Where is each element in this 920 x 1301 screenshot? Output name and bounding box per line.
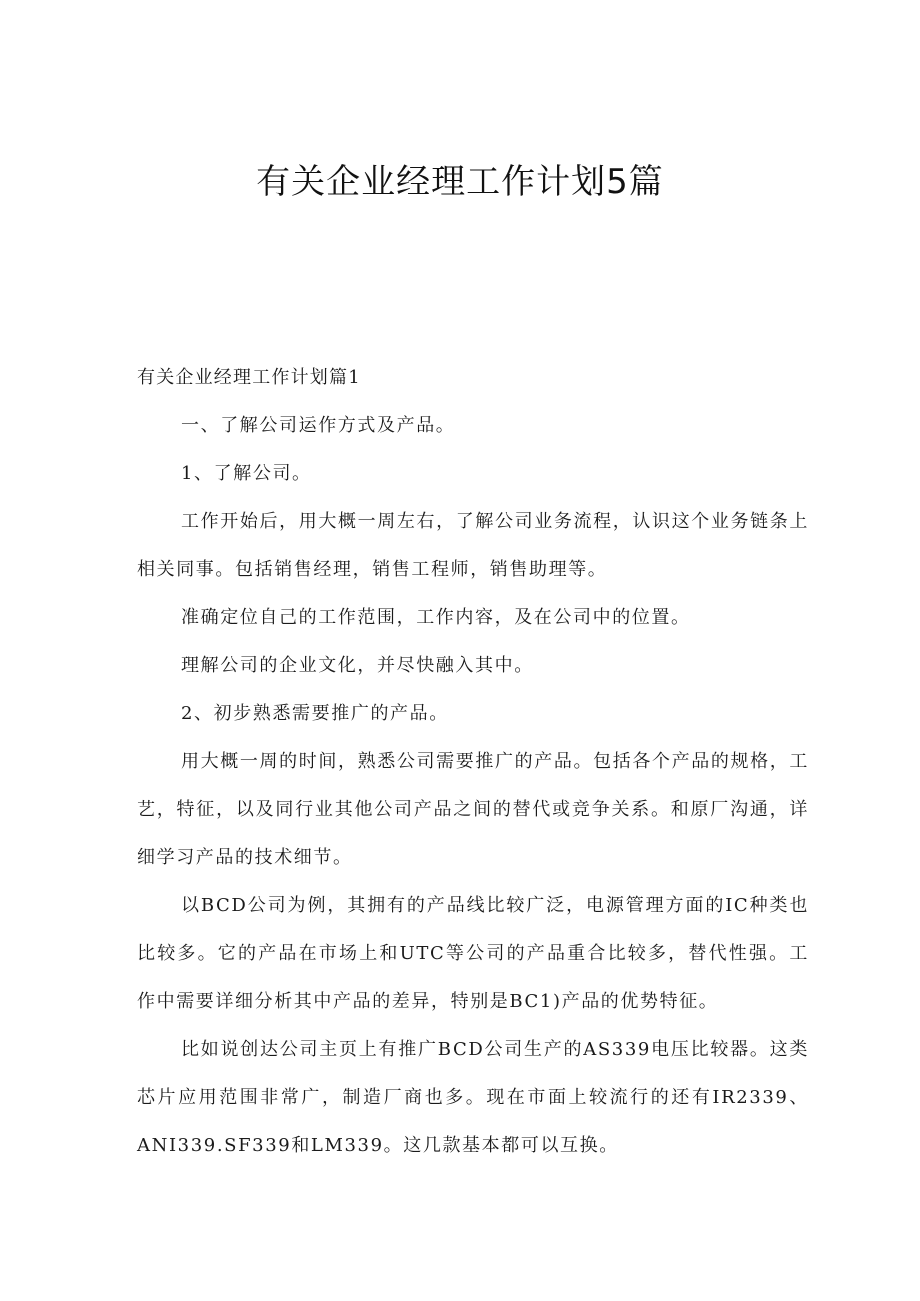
paragraph-6: 2、初步熟悉需要推广的产品。	[181, 703, 449, 724]
paragraph-1: 一、了解公司运作方式及产品。	[181, 415, 456, 436]
document-title: 有关企业经理工作计划5篇	[256, 162, 664, 202]
section-heading: 有关企业经理工作计划篇1	[137, 367, 361, 388]
paragraph-8: 以BCD公司为例，其拥有的产品线比较广泛，电源管理方面的IC种类也比较多。它的产品在市场上和UTC等公司的产品重合比较多，替代性强。工作中需要详细分析其中产品的差异，特别是BC1)产品的优势特征。	[137, 895, 809, 1012]
paragraph-3: 工作开始后，用大概一周左右，了解公司业务流程，认识这个业务链条上相关同事。包括销售经理，销售工程师，销售助理等。	[137, 511, 809, 580]
paragraph-5: 理解公司的企业文化，并尽快融入其中。	[181, 655, 534, 676]
paragraph-2: 1、了解公司。	[181, 463, 312, 484]
paragraph-4: 准确定位自己的工作范围，工作内容，及在公司中的位置。	[181, 607, 691, 628]
paragraph-7: 用大概一周的时间，熟悉公司需要推广的产品。包括各个产品的规格，工艺，特征，以及同行业其他公司产品之间的替代或竞争关系。和原厂沟通，详细学习产品的技术细节。	[137, 751, 809, 868]
document-body	[137, 354, 809, 1170]
paragraph-9: 比如说创达公司主页上有推广BCD公司生产的AS339电压比较器。这类芯片应用范围非常广，制造厂商也多。现在市面上较流行的还有IR2339、ANI339.SF339和LM339。这几款基本都可以互换。	[137, 1039, 809, 1156]
